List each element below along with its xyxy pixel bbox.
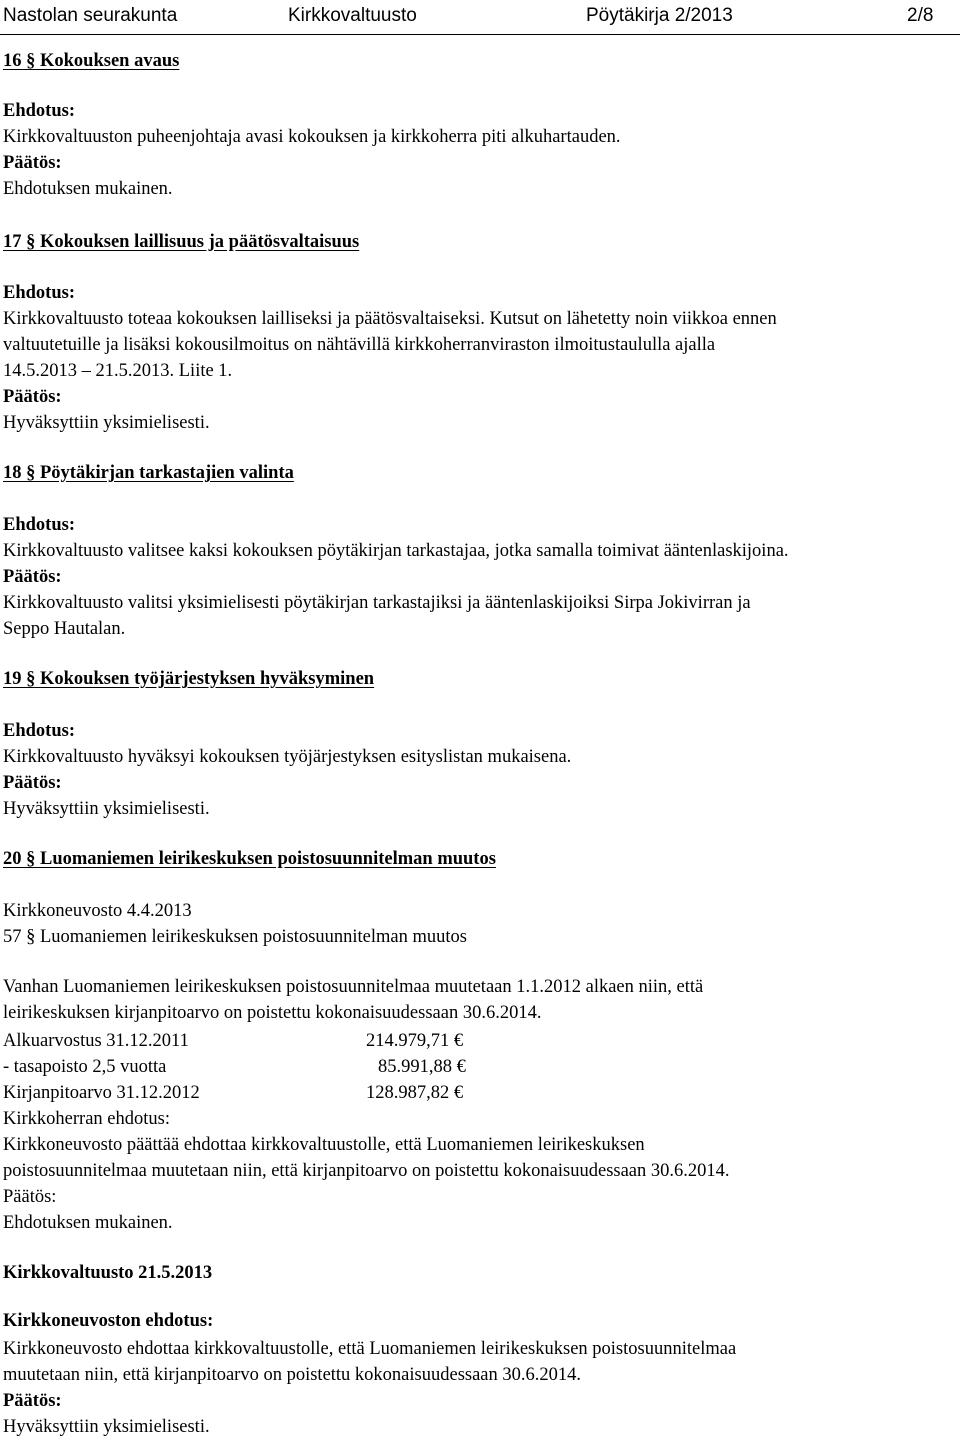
field-label: Ehdotus: [3,101,75,121]
text-line: Päätös: [3,1187,57,1207]
text-line: Seppo Hautalan. [3,619,126,639]
field-label: Päätös: [3,153,62,173]
field-label: Päätös: [3,567,62,587]
text-line: Hyväksyttiin yksimielisesti. [3,413,210,433]
section-heading: 19 § Kokouksen työjärjestyksen hyväksyminen [3,669,375,689]
text-line: Kirkkovaltuusto hyväksyi kokouksen työjärjestyksen esityslistan mukaisena. [3,747,572,767]
text-line: Vanhan Luomaniemen leirikeskuksen poistosuunnitelmaa muutetaan 1.1.2012 alkaen niin, että [3,977,704,997]
field-label: Ehdotus: [3,515,75,535]
text-line: Ehdotuksen mukainen. [3,1213,173,1233]
field-label: Ehdotus: [3,283,75,303]
amount-depreciation: 85.991,88 € [378,1057,466,1077]
header-body: Kirkkovaltuusto [288,5,417,26]
text-line: Hyväksyttiin yksimielisesti. [3,1417,210,1437]
text-line: Kirkkovaltuusto valitsi yksimielisesti pöytäkirjan tarkastajiksi ja ääntenlaskijoiksi Sirpa Jokivirran ja [3,593,751,613]
text-line: Ehdotuksen mukainen. [3,179,173,199]
text-line: 14.5.2013 – 21.5.2013. Liite 1. [3,361,233,381]
text-line: leirikeskuksen kirjanpitoarvo on poistettu kokonaisuudessaan 30.6.2014. [3,1003,542,1023]
field-label: Päätös: [3,1391,62,1411]
text-line: Kirkkoneuvosto ehdottaa kirkkovaltuustolle, että Luomaniemen leirikeskuksen poistosuunnitelmaa [3,1339,737,1359]
text-line: Alkuarvostus 31.12.2011 [3,1031,189,1051]
page-header [0,0,960,35]
field-label: Kirkkovaltuusto 21.5.2013 [3,1263,213,1283]
text-line: 57 § Luomaniemen leirikeskuksen poistosuunnitelman muutos [3,927,467,947]
field-label: Ehdotus: [3,721,75,741]
field-label: Päätös: [3,387,62,407]
text-line: Kirkkoneuvosto 4.4.2013 [3,901,192,921]
field-label: Päätös: [3,773,62,793]
text-line: Kirkkovaltuusto valitsee kaksi kokouksen pöytäkirjan tarkastajaa, jotka samalla toimivat ääntenlaskijoina. [3,541,789,561]
text-line: Kirkkoneuvosto päättää ehdottaa kirkkovaltuustolle, että Luomaniemen leirikeskuksen [3,1135,645,1155]
text-line: muutetaan niin, että kirjanpitoarvo on poistettu kokonaisuudessaan 30.6.2014. [3,1365,582,1385]
text-line: valtuutetuille ja lisäksi kokousilmoitus on nähtävillä kirkkoherranviraston ilmoitustaululla ajalla [3,335,716,355]
text-line: Kirkkovaltuuston puheenjohtaja avasi kokouksen ja kirkkoherra piti alkuhartauden. [3,127,621,147]
text-line: Kirkkovaltuusto toteaa kokouksen lailliseksi ja päätösvaltaiseksi. Kutsut on lähetetty noin viikkoa ennen [3,309,777,329]
section-heading: 17 § Kokouksen laillisuus ja päätösvaltaisuus [3,232,360,252]
text-line: Kirjanpitoarvo 31.12.2012 [3,1083,200,1103]
amount-initial: 214.979,71 € [366,1031,464,1051]
text-line: Hyväksyttiin yksimielisesti. [3,799,210,819]
section-heading: 18 § Pöytäkirjan tarkastajien valinta [3,463,294,483]
header-document: Pöytäkirja 2/2013 [586,5,733,26]
text-line: poistosuunnitelmaa muutetaan niin, että kirjanpitoarvo on poistettu kokonaisuudessaan 30.6.2014. [3,1161,730,1181]
text-line: - tasapoisto 2,5 vuotta [3,1057,167,1077]
header-organization: Nastolan seurakunta [3,5,178,26]
section-heading: 16 § Kokouksen avaus [3,51,180,71]
amount-book-value: 128.987,82 € [366,1083,464,1103]
header-page-number: 2/8 [907,5,934,26]
field-label: Kirkkoneuvoston ehdotus: [3,1311,214,1331]
section-heading: 20 § Luomaniemen leirikeskuksen poistosuunnitelman muutos [3,849,496,869]
text-line: Kirkkoherran ehdotus: [3,1109,170,1129]
